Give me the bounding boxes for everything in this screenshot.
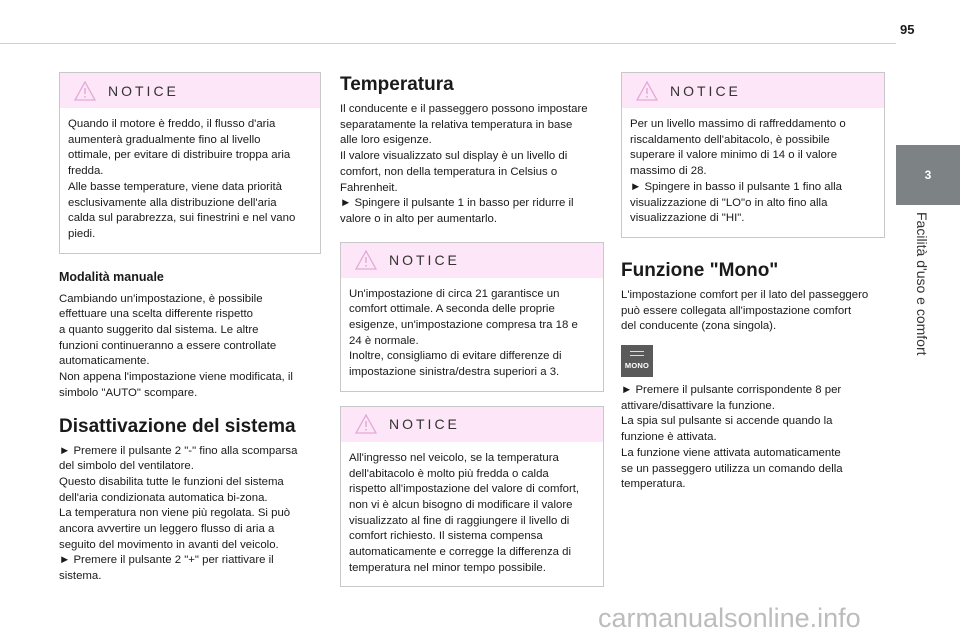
notice-line: ► Spingere in basso il pulsante 1 fino alla: [630, 180, 843, 193]
notice-line: comfort ottimale. A seconda delle proprie: [349, 303, 555, 316]
column-2: [340, 72, 604, 601]
temperature-text: [340, 102, 604, 228]
notice-header: [60, 73, 320, 108]
text-line: L'impostazione comfort per il lato del passeggero: [621, 288, 869, 301]
temperature-heading: Temperatura: [340, 74, 454, 95]
text-line: Cambiando un'impostazione, è possibile: [59, 292, 263, 305]
chapter-title-text: Facilità d'uso e comfort: [914, 212, 930, 356]
notice-line: piedi.: [68, 227, 96, 240]
notice-line: Un'impostazione di circa 21 garantisce un: [349, 287, 560, 300]
text-line: sistema.: [59, 570, 102, 583]
notice-line: riscaldamento dell'abitacolo, è possibile: [630, 133, 830, 146]
notice-box-max-cooling: [621, 72, 885, 238]
notice-line: massimo di 28.: [630, 165, 707, 178]
notice-header: [341, 243, 603, 278]
text-line: ► Premere il pulsante 2 "+" per riattivare il: [59, 554, 274, 567]
text-line: separatamente la relativa temperatura in base: [340, 118, 573, 131]
notice-box-entering-vehicle: [340, 406, 604, 588]
manual-mode-text: [59, 292, 321, 402]
notice-title: NOTICE: [389, 416, 460, 433]
notice-line: Quando il motore è freddo, il flusso d'aria: [68, 118, 276, 130]
text-line: Non appena l'impostazione viene modificata, il: [59, 371, 293, 384]
column-1: [59, 72, 321, 585]
mono-text: [621, 383, 885, 493]
text-line: simbolo "AUTO" scompare.: [59, 386, 198, 399]
mono-intro-text: [621, 288, 885, 335]
text-line: funzioni continueranno a essere controllate: [59, 339, 277, 352]
notice-header: [341, 407, 603, 442]
notice-body: [341, 442, 603, 587]
text-line: ► Premere il pulsante 2 "-" fino alla scomparsa: [59, 444, 298, 457]
text-line: Questo disabilita tutte le funzioni del sistema: [59, 475, 284, 488]
warning-icon: [355, 250, 377, 270]
mono-icon-label: MONO: [624, 361, 650, 371]
text-line: seguito del movimento in avanti del veicolo.: [59, 538, 279, 551]
notice-line: non vi è alcun bisogno di modificare il valore: [349, 498, 573, 511]
text-line: funzione è attivata.: [621, 431, 717, 444]
chapter-number: 3: [924, 168, 932, 182]
text-line: ancora avvertire un leggero flusso di aria a: [59, 523, 275, 536]
text-line: del conducente (zona singola).: [621, 320, 777, 333]
notice-line: dell'abitacolo è molto più fredda o calda: [349, 467, 549, 480]
notice-line: ottimale, per evitare di distribuire troppa aria: [68, 149, 291, 162]
text-line: La funzione viene attivata automaticamente: [621, 446, 841, 459]
notice-line: esigenze, un'impostazione compresa tra 18 e: [349, 319, 578, 332]
notice-box-optimal-setting: [340, 242, 604, 392]
manual-mode-heading: Modalità manuale: [59, 269, 164, 284]
notice-line: comfort richiesto. Il sistema compensa: [349, 530, 543, 543]
notice-line: fredda.: [68, 165, 104, 178]
text-line: effettuare una scelta differente rispetto: [59, 308, 253, 321]
notice-line: visualizzazione di "LO"o in alto fino alla: [630, 196, 828, 209]
notice-line: Per un livello massimo di raffreddamento o: [630, 118, 846, 130]
page-number: 95: [900, 22, 915, 37]
notice-line: All'ingresso nel veicolo, se la temperatura: [349, 451, 559, 464]
text-line: dell'aria condizionata automatica bi-zona.: [59, 491, 268, 504]
text-line: automaticamente.: [59, 355, 150, 368]
notice-line: 24 è normale.: [349, 334, 419, 347]
notice-box-cold-engine: [59, 72, 321, 254]
watermark: carmanualsonline.info: [598, 603, 861, 633]
warning-icon: [355, 414, 377, 434]
chapter-title: [914, 212, 934, 372]
warning-icon: [636, 81, 658, 101]
text-line: attivare/disattivare la funzione.: [621, 399, 775, 412]
notice-header: [622, 73, 884, 108]
notice-title: NOTICE: [108, 82, 179, 99]
text-line: La temperatura non viene più regolata. Si può: [59, 507, 291, 520]
warning-icon: [74, 81, 96, 101]
system-deactivation-heading: Disattivazione del sistema: [59, 415, 296, 437]
text-line: del simbolo del ventilatore.: [59, 460, 194, 473]
text-line: Il conducente e il passeggero possono impostare: [340, 103, 588, 115]
notice-line: automaticamente e corregge la differenza di: [349, 546, 572, 559]
text-line: valore o in alto per aumentarlo.: [340, 212, 498, 225]
column-3: [621, 72, 885, 493]
text-line: a quanto suggerito dal sistema. Le altre: [59, 324, 259, 337]
notice-line: impostazione sinistra/destra superiori a 3.: [349, 366, 560, 379]
text-line: ► Spingere il pulsante 1 in basso per ridurre il: [340, 197, 574, 210]
mono-button-icon: [621, 345, 653, 377]
notice-line: esclusivamente alla distribuzione dell'aria: [68, 196, 277, 209]
notice-line: temperatura nel minor tempo possibile.: [349, 561, 546, 574]
text-line: temperatura.: [621, 478, 686, 491]
notice-title: NOTICE: [389, 252, 460, 269]
notice-line: visualizzato al fine di raggiungere il livello di: [349, 514, 570, 527]
notice-line: rispetto all'impostazione del valore di comfort,: [349, 483, 580, 496]
notice-body: [60, 108, 320, 253]
notice-line: calda sul parabrezza, sui finestrini e nel vano: [68, 212, 296, 225]
notice-body: [341, 278, 603, 391]
text-line: alle loro esigenze.: [340, 134, 432, 147]
notice-title: NOTICE: [670, 82, 741, 99]
text-line: Fahrenheit.: [340, 181, 398, 194]
text-line: se un passeggero utilizza un comando della: [621, 462, 843, 475]
notice-line: Inoltre, consigliamo di evitare differenze di: [349, 350, 562, 363]
system-deactivation-text: [59, 444, 321, 585]
text-line: ► Premere il pulsante corrispondente 8 per: [621, 384, 842, 397]
text-line: comfort, non della temperatura in Celsius o: [340, 165, 558, 178]
notice-line: aumenterà gradualmente fino al livello: [68, 133, 261, 146]
notice-body: [622, 108, 884, 237]
notice-line: superare il valore minimo di 14 o il valore: [630, 149, 838, 162]
header-divider: [0, 43, 896, 44]
text-line: La spia sul pulsante si accende quando la: [621, 415, 833, 428]
mono-function-heading: Funzione "Mono": [621, 259, 779, 281]
mono-bars-icon: [630, 351, 644, 356]
text-line: può essere collegata all'impostazione comfort: [621, 304, 852, 317]
notice-line: Alle basse temperature, viene data priorità: [68, 180, 283, 193]
chapter-tab[interactable]: [896, 145, 960, 205]
notice-line: visualizzazione di "HI".: [630, 212, 745, 225]
text-line: Il valore visualizzato sul display è un livello di: [340, 150, 568, 163]
